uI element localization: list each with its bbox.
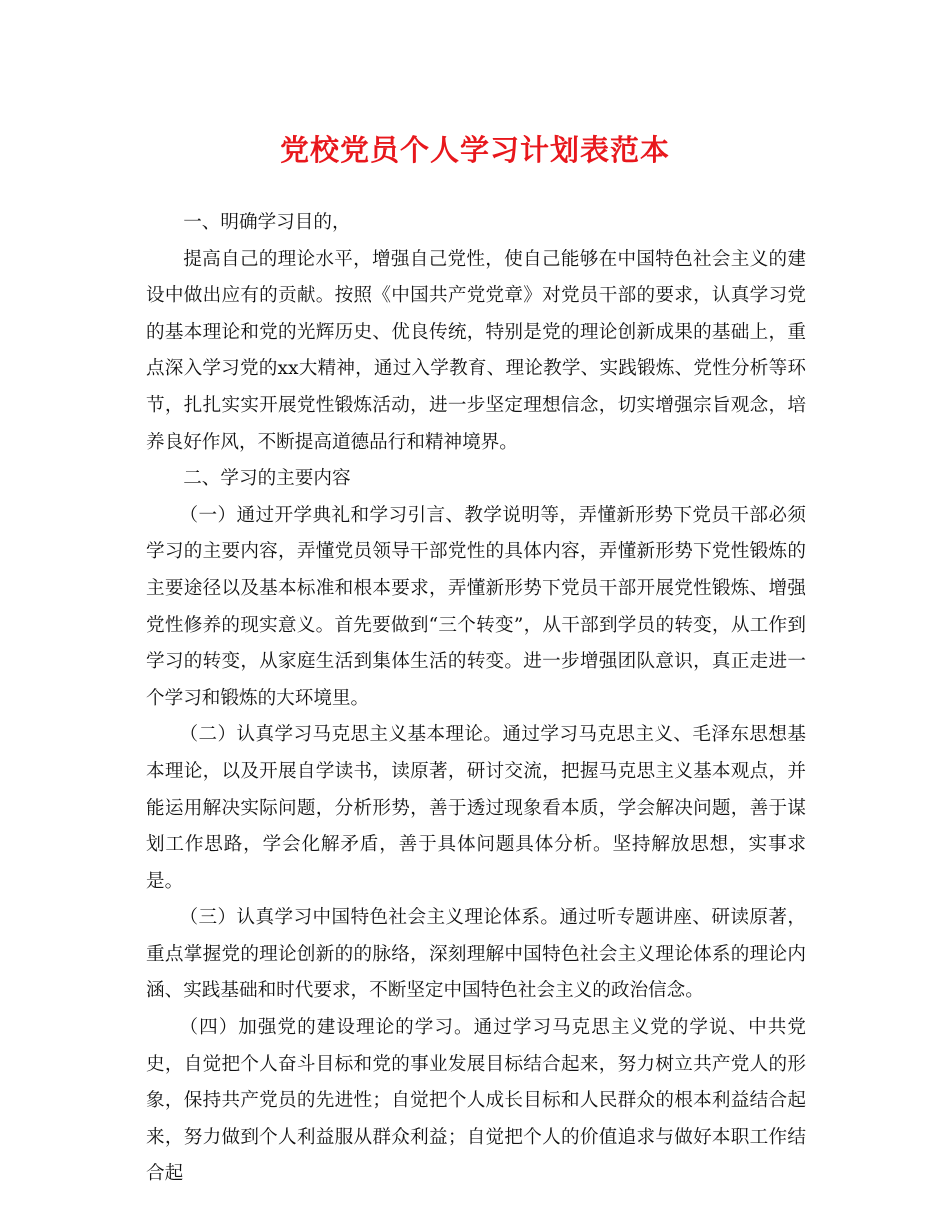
section-heading: 一、明确学习目的， <box>183 212 351 233</box>
paragraph: （三）认真学习中国特色社会主义理论体系。通过听专题讲座、研读原著，重点掌握党的理论创新的的脉络，深刻理解中国特色社会主义理论体系的理论内涵、实践基础和时代要求，不断坚定中国特色社会主义的政治信念。 <box>146 907 806 1002</box>
paragraph: （二）认真学习马克思主义基本理论。通过学习马克思主义、毛泽东思想基本理论，以及开展自学读书，读原著，研讨交流，把握马克思主义基本观点，并能运用解决实际问题，分析形势，善于透过现象看本质，学会解决问题，善于谋划工作思路，学会化解矛盾，善于具体问题具体分析。坚持解放思想，实事求是。 <box>146 724 806 892</box>
document-body <box>146 205 806 1193</box>
paragraph: （一）通过开学典礼和学习引言、教学说明等，弄懂新形势下党员干部必须学习的主要内容，弄懂党员领导干部党性的具体内容，弄懂新形势下党性锻炼的主要途径以及基本标准和根本要求，弄懂新形势下党员干部开展党性锻炼、增强党性修养的现实意义。首先要做到“三个转变”，从干部到学员的转变，从工作到学习的转变，从家庭生活到集体生活的转变。进一步增强团队意识，真正走进一个学习和锻炼的大环境里。 <box>146 504 806 709</box>
paragraph: 提高自己的理论水平，增强自己党性，使自己能够在中国特色社会主义的建设中做出应有的贡献。按照《中国共产党党章》对党员干部的要求，认真学习党的基本理论和党的光辉历史、优良传统，特别是党的理论创新成果的基础上，重点深入学习党的xx大精神，通过入学教育、理论教学、实践锻炼、党性分析等环节，扎扎实实开展党性锻炼活动，进一步坚定理想信念，切实增强宗旨观念，培养良好作风，不断提高道德品行和精神境界。 <box>146 248 806 453</box>
document-title: 党校党员个人学习计划表范本 <box>279 133 670 167</box>
paragraph: （四）加强党的建设理论的学习。通过学习马克思主义党的学说、中共党史，自觉把个人奋斗目标和党的事业发展目标结合起来，努力树立共产党人的形象，保持共产党员的先进性；自觉把个人成长目标和人民群众的根本利益结合起来，努力做到个人利益服从群众利益；自觉把个人的价值追求与做好本职工作结合起 <box>146 1017 806 1185</box>
section-heading: 二、学习的主要内容 <box>183 468 351 490</box>
